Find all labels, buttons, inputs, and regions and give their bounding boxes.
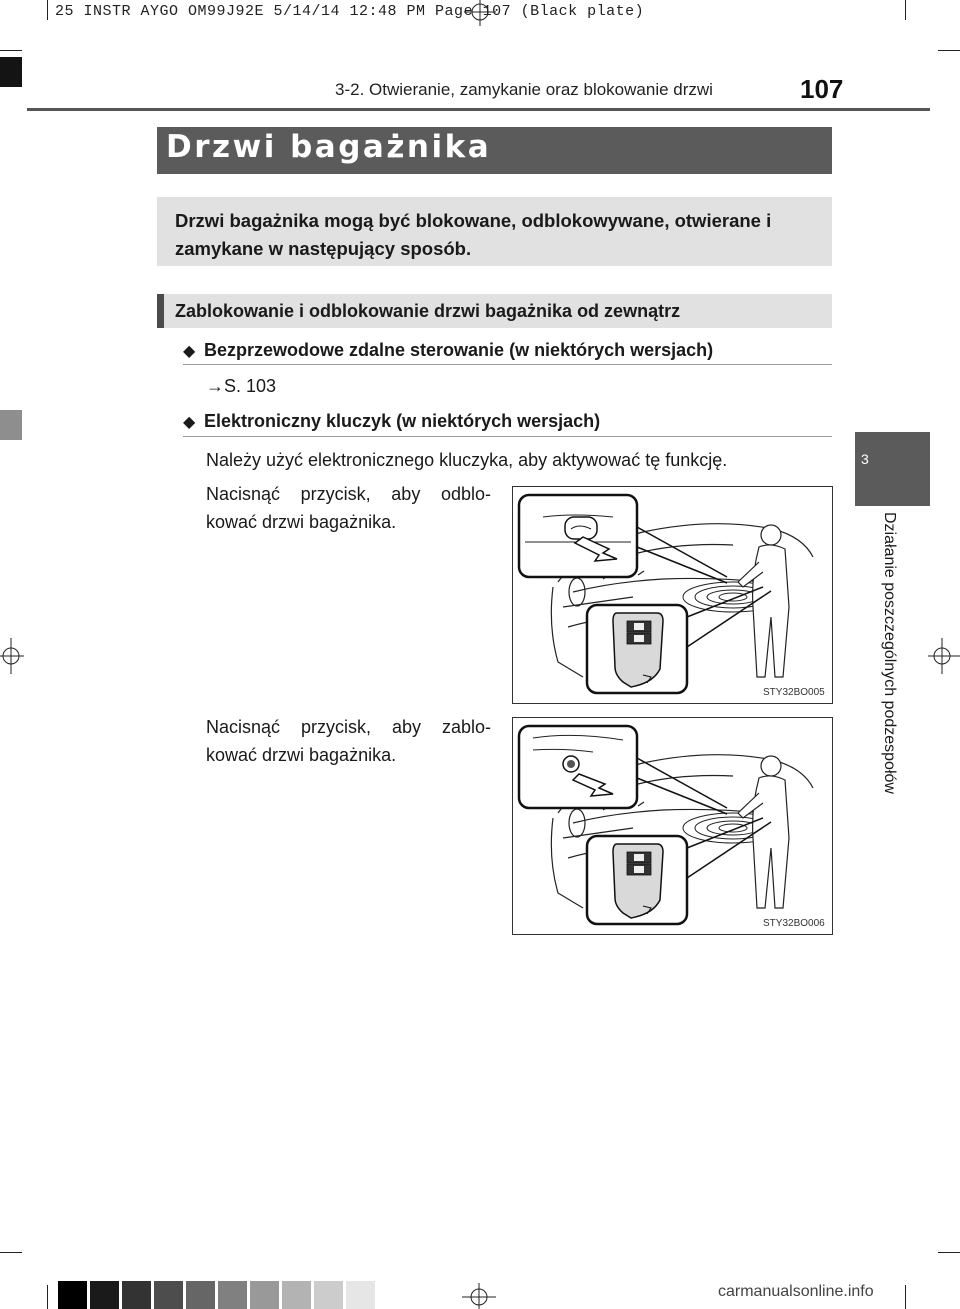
edge-tab-grey bbox=[0, 410, 22, 440]
color-swatch bbox=[250, 1281, 279, 1309]
item-heading-remote: Bezprzewodowe zdalne sterowanie (w niektórych wersjach) bbox=[204, 340, 714, 360]
registration-mark-icon bbox=[464, 0, 496, 26]
edge-tab-black bbox=[0, 57, 22, 87]
item-heading-smart-key: Elektroniczny kluczyk (w niektórych wersjach) bbox=[204, 411, 601, 431]
chapter-tab bbox=[855, 432, 930, 506]
step-unlock-line2: kować drzwi bagażnika. bbox=[206, 512, 397, 532]
section-heading-accent bbox=[157, 294, 164, 328]
figure-unlock bbox=[512, 486, 833, 704]
crop-mark bbox=[905, 1285, 906, 1309]
color-swatch bbox=[154, 1281, 183, 1309]
item-rule bbox=[183, 364, 832, 365]
item-rule bbox=[183, 436, 832, 437]
page-reference-link[interactable]: →S. 103 bbox=[206, 376, 277, 396]
step-lock-line1: Nacisnąć przycisk, aby zablo- bbox=[206, 717, 491, 737]
watermark: carmanualsonline.info bbox=[718, 1283, 874, 1300]
crop-mark bbox=[47, 0, 48, 20]
color-swatch bbox=[314, 1281, 343, 1309]
color-swatch bbox=[58, 1281, 87, 1309]
instruction-paragraph: Należy użyć elektronicznego kluczyka, aby aktywować tę funkcję. bbox=[206, 450, 728, 470]
color-swatch bbox=[346, 1281, 375, 1309]
page-number: 107 bbox=[800, 74, 844, 104]
header-rule bbox=[27, 108, 930, 111]
color-swatch bbox=[90, 1281, 119, 1309]
diamond-bullet-icon: ◆ bbox=[183, 414, 196, 431]
crop-mark bbox=[938, 1252, 960, 1253]
crop-mark bbox=[0, 1252, 22, 1253]
color-swatch bbox=[282, 1281, 311, 1309]
diamond-bullet-icon: ◆ bbox=[183, 343, 196, 360]
figure-code: STY32BO005 bbox=[763, 687, 825, 698]
figure-lock bbox=[512, 717, 833, 935]
color-swatch bbox=[218, 1281, 247, 1309]
print-slug: 25 INSTR AYGO OM99J92E 5/14/14 12:48 PM Page 107 (Black plate) bbox=[55, 3, 645, 20]
chapter-label: Działanie poszczególnych podzespołów bbox=[881, 512, 898, 794]
step-unlock-line1: Nacisnąć przycisk, aby odblo- bbox=[206, 484, 491, 504]
crop-mark bbox=[47, 1285, 48, 1309]
page-title: Drzwi bagażnika bbox=[166, 129, 492, 165]
intro-text: Drzwi bagażnika mogą być blokowane, odblokowywane, otwierane i zamykane w następujący sposób. bbox=[175, 210, 772, 259]
chapter-number: 3 bbox=[861, 451, 869, 467]
crop-mark bbox=[0, 50, 22, 51]
car-rear-illustration-icon bbox=[513, 718, 832, 934]
running-head: 3-2. Otwieranie, zamykanie oraz blokowanie drzwi bbox=[335, 80, 713, 99]
step-lock-line2: kować drzwi bagażnika. bbox=[206, 745, 397, 765]
registration-mark-icon bbox=[0, 636, 24, 676]
registration-mark-icon bbox=[462, 1283, 496, 1309]
color-swatch bbox=[122, 1281, 151, 1309]
color-swatch bbox=[186, 1281, 215, 1309]
section-heading: Zablokowanie i odblokowanie drzwi bagażnika od zewnątrz bbox=[175, 301, 681, 321]
registration-mark-icon bbox=[928, 636, 960, 676]
figure-code: STY32BO006 bbox=[763, 918, 825, 929]
car-rear-illustration-icon bbox=[513, 487, 832, 703]
crop-mark bbox=[938, 50, 960, 51]
crop-mark bbox=[905, 0, 906, 20]
